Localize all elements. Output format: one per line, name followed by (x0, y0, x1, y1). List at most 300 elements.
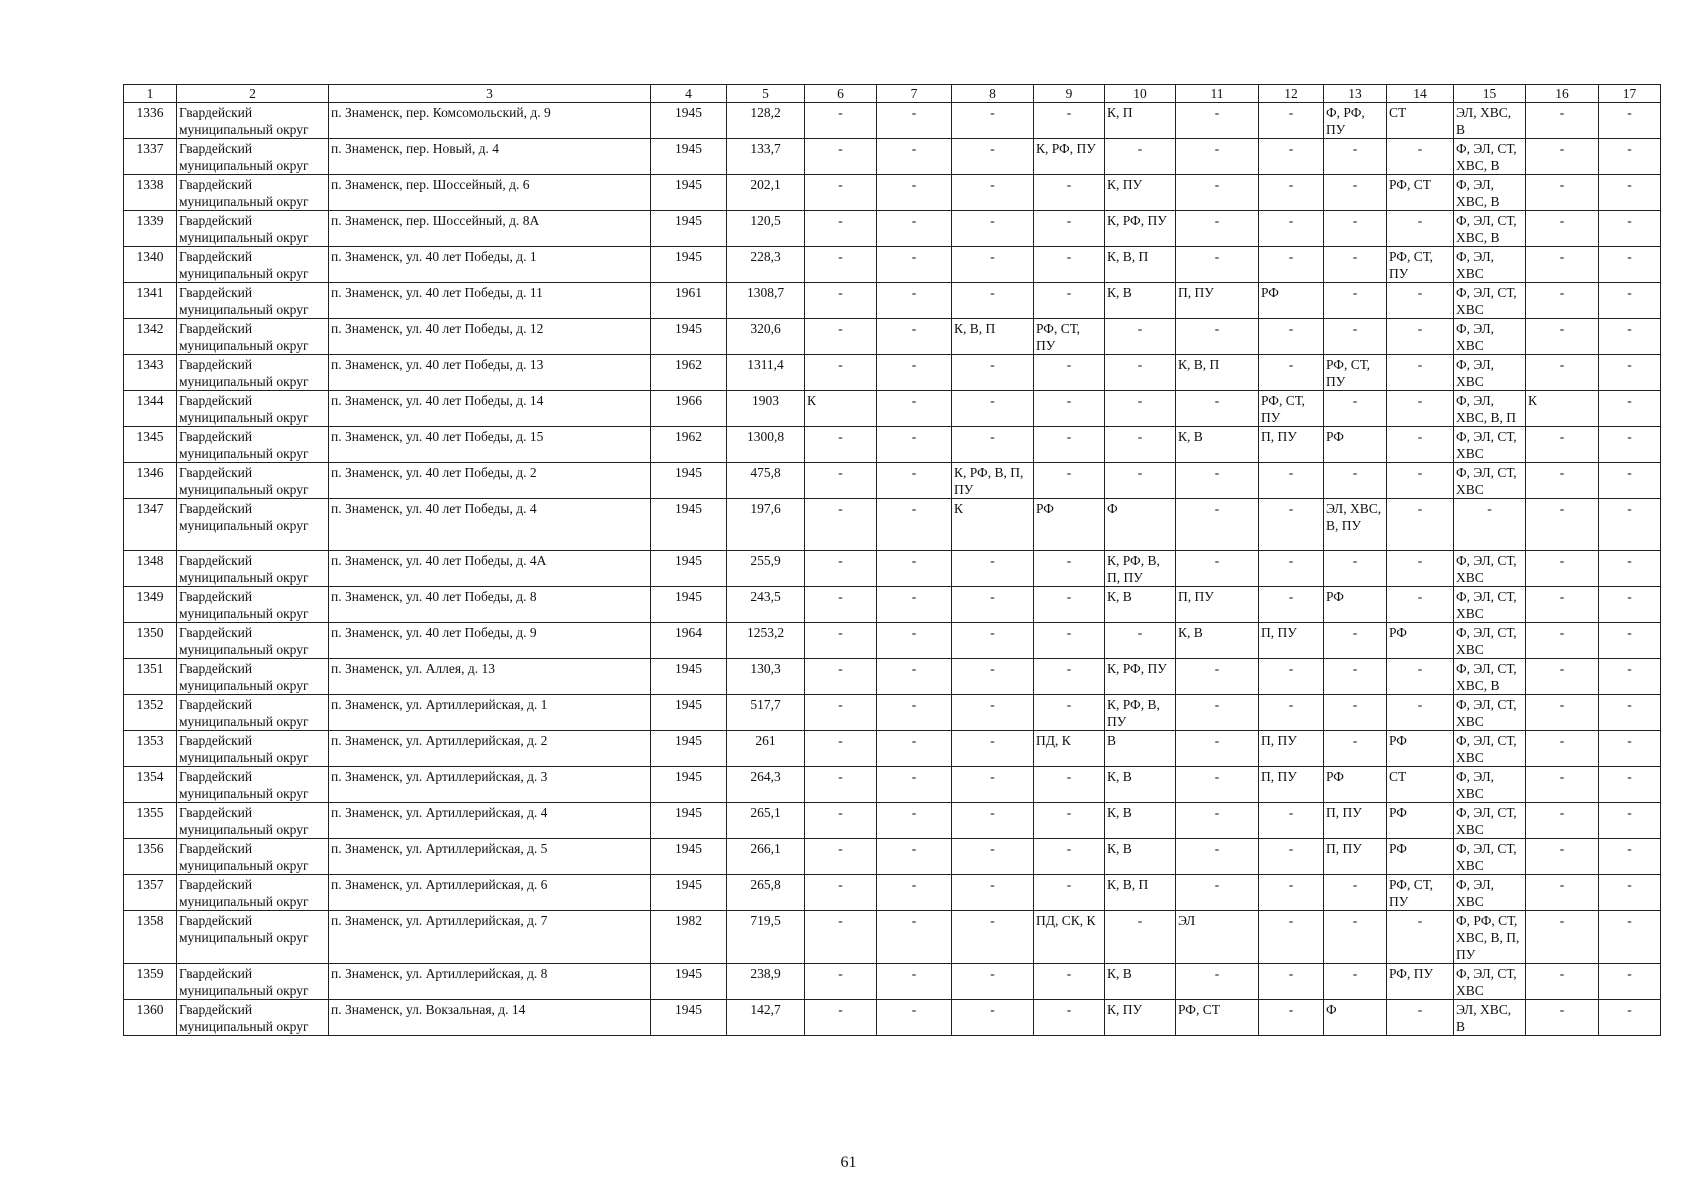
table-cell: п. Знаменск, пер. Шоссейный, д. 6 (329, 175, 651, 211)
table-cell: - (805, 319, 877, 355)
table-cell: - (1526, 803, 1599, 839)
table-cell: - (877, 1000, 952, 1036)
table-cell: - (1259, 463, 1324, 499)
table-cell: - (952, 659, 1034, 695)
table-cell: - (1599, 319, 1661, 355)
column-number: 8 (952, 85, 1034, 103)
table-cell: - (1526, 499, 1599, 551)
table-cell: 128,2 (727, 103, 805, 139)
table-cell: - (1259, 803, 1324, 839)
table-cell: Ф, ЭЛ, ХВС, В (1454, 175, 1526, 211)
table-cell: 1355 (124, 803, 177, 839)
table-cell: - (805, 623, 877, 659)
table-cell: 1357 (124, 875, 177, 911)
table-cell: 130,3 (727, 659, 805, 695)
table-cell: 1945 (651, 767, 727, 803)
table-cell: К, РФ, В, ПУ (1105, 695, 1176, 731)
table-cell: - (1324, 659, 1387, 695)
table-cell: ПД, К (1034, 731, 1105, 767)
table-cell: 1348 (124, 551, 177, 587)
table-cell: 1341 (124, 283, 177, 319)
table-cell: - (877, 499, 952, 551)
table-cell: - (1599, 767, 1661, 803)
table-cell: 133,7 (727, 139, 805, 175)
table-cell: РФ, СТ (1387, 175, 1454, 211)
table-cell: К, В, П (1176, 355, 1259, 391)
table-cell: Ф (1324, 1000, 1387, 1036)
table-cell: Ф, ЭЛ, СТ, ХВС (1454, 283, 1526, 319)
table-cell: - (805, 355, 877, 391)
table-cell: Гвардейский муниципальный округ (177, 391, 329, 427)
column-number: 7 (877, 85, 952, 103)
table-cell: Ф, ЭЛ, СТ, ХВС, В (1454, 211, 1526, 247)
table-cell: Ф (1105, 499, 1176, 551)
table-cell: Гвардейский муниципальный округ (177, 283, 329, 319)
table-cell: 1356 (124, 839, 177, 875)
table-cell: - (1034, 175, 1105, 211)
table-cell: РФ (1324, 767, 1387, 803)
table-cell: - (877, 623, 952, 659)
table-cell: п. Знаменск, пер. Комсомольский, д. 9 (329, 103, 651, 139)
table-cell: К, В (1105, 839, 1176, 875)
table-cell: - (1387, 427, 1454, 463)
table-cell: п. Знаменск, ул. 40 лет Победы, д. 2 (329, 463, 651, 499)
table-cell: - (1526, 103, 1599, 139)
table-cell: К, В (1105, 587, 1176, 623)
table-cell: 1354 (124, 767, 177, 803)
table-row (124, 695, 1661, 731)
table-cell: Ф, ЭЛ, СТ, ХВС (1454, 695, 1526, 731)
table-cell: К, ПУ (1105, 175, 1176, 211)
table-cell: - (1259, 695, 1324, 731)
table-row (124, 139, 1661, 175)
table-cell: - (1324, 463, 1387, 499)
table-cell: К, РФ, В, П, ПУ (952, 463, 1034, 499)
table-row (124, 839, 1661, 875)
table-cell: 142,7 (727, 1000, 805, 1036)
table-cell: Гвардейский муниципальный округ (177, 964, 329, 1000)
table-row (124, 875, 1661, 911)
table-cell: П, ПУ (1176, 587, 1259, 623)
table-cell: - (1259, 875, 1324, 911)
table-cell: П, ПУ (1259, 767, 1324, 803)
table-cell: 719,5 (727, 911, 805, 964)
table-cell: Гвардейский муниципальный округ (177, 767, 329, 803)
table-cell: - (1387, 211, 1454, 247)
table-cell: - (952, 211, 1034, 247)
table-cell: - (1324, 695, 1387, 731)
table-cell: 1945 (651, 695, 727, 731)
table-cell: Гвардейский муниципальный округ (177, 911, 329, 964)
table-cell: - (1105, 355, 1176, 391)
table-cell: 1964 (651, 623, 727, 659)
table-cell: - (877, 551, 952, 587)
table-cell: - (1259, 211, 1324, 247)
table-cell: Гвардейский муниципальный округ (177, 659, 329, 695)
table-cell: - (877, 247, 952, 283)
table-cell: К, РФ, ПУ (1105, 659, 1176, 695)
table-cell: 120,5 (727, 211, 805, 247)
table-cell: 1903 (727, 391, 805, 427)
table-cell: П, ПУ (1324, 803, 1387, 839)
table-cell: - (877, 391, 952, 427)
table-cell: - (1324, 319, 1387, 355)
table-cell: - (1034, 551, 1105, 587)
table-cell: 265,1 (727, 803, 805, 839)
table-cell: СТ (1387, 767, 1454, 803)
column-number: 13 (1324, 85, 1387, 103)
table-cell: - (1034, 355, 1105, 391)
table-cell: - (1526, 839, 1599, 875)
table-cell: п. Знаменск, ул. 40 лет Победы, д. 4А (329, 551, 651, 587)
column-number: 1 (124, 85, 177, 103)
table-cell: - (1034, 103, 1105, 139)
table-cell: 265,8 (727, 875, 805, 911)
table-cell: - (1599, 964, 1661, 1000)
table-cell: - (1599, 103, 1661, 139)
table-cell: - (952, 695, 1034, 731)
table-cell: - (952, 587, 1034, 623)
table-cell: - (877, 695, 952, 731)
table-cell: п. Знаменск, ул. Артиллерийская, д. 2 (329, 731, 651, 767)
table-cell: Ф, ЭЛ, ХВС (1454, 247, 1526, 283)
table-cell: - (1526, 659, 1599, 695)
table-cell: - (1324, 139, 1387, 175)
table-cell: 1358 (124, 911, 177, 964)
table-cell: 1342 (124, 319, 177, 355)
table-cell: - (805, 695, 877, 731)
table-row (124, 1000, 1661, 1036)
table-cell: - (1599, 731, 1661, 767)
table-cell: - (1387, 551, 1454, 587)
table-cell: - (1387, 499, 1454, 551)
table-cell: п. Знаменск, ул. Вокзальная, д. 14 (329, 1000, 651, 1036)
table-row (124, 964, 1661, 1000)
table-cell: - (1105, 427, 1176, 463)
table-cell: - (1034, 463, 1105, 499)
table-cell: п. Знаменск, ул. 40 лет Победы, д. 9 (329, 623, 651, 659)
table-cell: - (1526, 695, 1599, 731)
table-cell: - (952, 803, 1034, 839)
registry-table (123, 84, 1661, 1036)
table-cell: - (1599, 875, 1661, 911)
table-row (124, 499, 1661, 551)
table-cell: Ф, ЭЛ, СТ, ХВС (1454, 463, 1526, 499)
table-cell: - (1176, 139, 1259, 175)
table-cell: - (1034, 767, 1105, 803)
table-cell: 1359 (124, 964, 177, 1000)
table-cell: - (1034, 587, 1105, 623)
table-cell: - (805, 427, 877, 463)
table-cell: - (1034, 427, 1105, 463)
table-cell: - (1387, 659, 1454, 695)
table-cell: П, ПУ (1259, 623, 1324, 659)
table-cell: п. Знаменск, ул. Артиллерийская, д. 6 (329, 875, 651, 911)
table-cell: Гвардейский муниципальный округ (177, 103, 329, 139)
table-cell: - (1599, 427, 1661, 463)
table-cell: - (1599, 355, 1661, 391)
table-cell: - (1599, 499, 1661, 551)
table-cell: 1945 (651, 211, 727, 247)
table-cell: - (952, 767, 1034, 803)
table-cell: - (805, 659, 877, 695)
table-row (124, 463, 1661, 499)
table-cell: - (1526, 551, 1599, 587)
table-cell: 1337 (124, 139, 177, 175)
column-number: 14 (1387, 85, 1454, 103)
table-cell: 1982 (651, 911, 727, 964)
column-number: 2 (177, 85, 329, 103)
table-cell: К (805, 391, 877, 427)
table-cell: Гвардейский муниципальный округ (177, 875, 329, 911)
table-row (124, 427, 1661, 463)
table-cell: ЭЛ, ХВС, В, ПУ (1324, 499, 1387, 551)
table-cell: - (877, 731, 952, 767)
table-cell: К, В, П (952, 319, 1034, 355)
table-cell: - (1034, 211, 1105, 247)
table-cell: - (1526, 175, 1599, 211)
table-cell: - (805, 1000, 877, 1036)
table-cell: 1945 (651, 499, 727, 551)
table-cell: - (1387, 1000, 1454, 1036)
table-cell: 1945 (651, 875, 727, 911)
table-row (124, 623, 1661, 659)
table-cell: - (1176, 551, 1259, 587)
table-cell: К, В (1105, 767, 1176, 803)
table-row (124, 803, 1661, 839)
table-cell: - (1599, 1000, 1661, 1036)
table-cell: РФ (1387, 839, 1454, 875)
table-cell: 1945 (651, 659, 727, 695)
table-cell: 202,1 (727, 175, 805, 211)
table-cell: Ф, РФ, ПУ (1324, 103, 1387, 139)
table-cell: - (1034, 875, 1105, 911)
table-cell: - (805, 139, 877, 175)
table-cell: - (1034, 283, 1105, 319)
table-cell: - (1526, 964, 1599, 1000)
table-cell: 1945 (651, 1000, 727, 1036)
table-cell: - (1259, 499, 1324, 551)
table-cell: - (1105, 463, 1176, 499)
table-cell: - (877, 355, 952, 391)
table-cell: - (1526, 1000, 1599, 1036)
table-cell: В (1105, 731, 1176, 767)
table-cell: 475,8 (727, 463, 805, 499)
table-cell: - (1034, 391, 1105, 427)
table-cell: - (1599, 463, 1661, 499)
table-cell: Ф, ЭЛ, СТ, ХВС (1454, 551, 1526, 587)
table-cell: РФ (1034, 499, 1105, 551)
column-number: 9 (1034, 85, 1105, 103)
table-cell: - (1259, 587, 1324, 623)
table-cell: ЭЛ, ХВС, В (1454, 103, 1526, 139)
table-cell: ЭЛ (1176, 911, 1259, 964)
table-cell: Гвардейский муниципальный округ (177, 139, 329, 175)
table-cell: РФ, ПУ (1387, 964, 1454, 1000)
table-cell: Ф, ЭЛ, СТ, ХВС (1454, 839, 1526, 875)
table-cell: - (1034, 1000, 1105, 1036)
table-cell: - (1105, 139, 1176, 175)
table-cell: - (1176, 767, 1259, 803)
table-cell: К, РФ, В, П, ПУ (1105, 551, 1176, 587)
table-cell: - (1324, 283, 1387, 319)
table-cell: - (877, 463, 952, 499)
table-cell: - (805, 499, 877, 551)
table-cell: - (1387, 283, 1454, 319)
column-number: 6 (805, 85, 877, 103)
table-cell: - (1176, 175, 1259, 211)
table-cell: п. Знаменск, ул. Аллея, д. 13 (329, 659, 651, 695)
table-cell: РФ (1387, 623, 1454, 659)
table-cell: - (952, 911, 1034, 964)
table-cell: - (1105, 319, 1176, 355)
table-row (124, 767, 1661, 803)
table-cell: 197,6 (727, 499, 805, 551)
table-cell: К, В (1176, 427, 1259, 463)
table-cell: - (1324, 731, 1387, 767)
table-cell: 1300,8 (727, 427, 805, 463)
table-cell: - (1526, 767, 1599, 803)
table-cell: 1945 (651, 139, 727, 175)
table-cell: - (1526, 623, 1599, 659)
table-cell: - (1176, 839, 1259, 875)
column-number: 16 (1526, 85, 1599, 103)
table-cell: п. Знаменск, ул. 40 лет Победы, д. 1 (329, 247, 651, 283)
table-cell: - (1526, 875, 1599, 911)
table-cell: 320,6 (727, 319, 805, 355)
table-row (124, 355, 1661, 391)
table-cell: Гвардейский муниципальный округ (177, 175, 329, 211)
table-cell: - (1387, 587, 1454, 623)
table-cell: - (805, 551, 877, 587)
table-cell: - (805, 211, 877, 247)
table-cell: 1311,4 (727, 355, 805, 391)
table-cell: п. Знаменск, ул. Артиллерийская, д. 1 (329, 695, 651, 731)
table-cell: - (1599, 803, 1661, 839)
table-cell: - (1324, 964, 1387, 1000)
table-cell: П, ПУ (1259, 427, 1324, 463)
table-cell: К, В (1105, 803, 1176, 839)
table-row (124, 319, 1661, 355)
table-cell: Гвардейский муниципальный округ (177, 463, 329, 499)
table-cell: - (1387, 463, 1454, 499)
table-cell: - (877, 839, 952, 875)
table-cell: - (805, 175, 877, 211)
table-cell: п. Знаменск, ул. Артиллерийская, д. 3 (329, 767, 651, 803)
table-cell: 1345 (124, 427, 177, 463)
table-cell: 1945 (651, 175, 727, 211)
table-cell: Гвардейский муниципальный округ (177, 731, 329, 767)
table-cell: - (1176, 731, 1259, 767)
table-cell: 1962 (651, 355, 727, 391)
table-cell: - (877, 659, 952, 695)
table-cell: РФ (1387, 731, 1454, 767)
table-cell: - (1324, 247, 1387, 283)
column-number: 11 (1176, 85, 1259, 103)
table-cell: РФ, СТ (1176, 1000, 1259, 1036)
table-cell: РФ (1387, 803, 1454, 839)
table-cell: - (952, 247, 1034, 283)
table-cell: Гвардейский муниципальный округ (177, 551, 329, 587)
table-cell: 1346 (124, 463, 177, 499)
table-cell: п. Знаменск, ул. Артиллерийская, д. 5 (329, 839, 651, 875)
table-cell: К, РФ, ПУ (1105, 211, 1176, 247)
table-cell: - (1387, 911, 1454, 964)
table-cell: - (952, 427, 1034, 463)
table-cell: - (1259, 1000, 1324, 1036)
table-cell: - (1105, 623, 1176, 659)
table-cell: - (805, 767, 877, 803)
table-row (124, 283, 1661, 319)
table-cell: Гвардейский муниципальный округ (177, 587, 329, 623)
table-cell: - (877, 911, 952, 964)
column-number: 12 (1259, 85, 1324, 103)
table-cell: Гвардейский муниципальный округ (177, 803, 329, 839)
table-cell: - (952, 623, 1034, 659)
table-cell: п. Знаменск, ул. 40 лет Победы, д. 8 (329, 587, 651, 623)
table-cell: 517,7 (727, 695, 805, 731)
table-cell: - (877, 103, 952, 139)
table-cell: - (877, 875, 952, 911)
table-cell: РФ (1324, 587, 1387, 623)
table-cell: - (1034, 247, 1105, 283)
table-cell: п. Знаменск, ул. 40 лет Победы, д. 13 (329, 355, 651, 391)
table-cell: - (1324, 175, 1387, 211)
table-cell: К, В (1105, 283, 1176, 319)
table-cell: Гвардейский муниципальный округ (177, 211, 329, 247)
table-row (124, 587, 1661, 623)
table-cell: Ф, ЭЛ, СТ, ХВС (1454, 623, 1526, 659)
table-cell: - (1387, 695, 1454, 731)
table-cell: 1351 (124, 659, 177, 695)
table-cell: - (805, 731, 877, 767)
table-cell: - (1259, 319, 1324, 355)
table-cell: - (1599, 283, 1661, 319)
table-cell: К (1526, 391, 1599, 427)
table-cell: - (805, 911, 877, 964)
table-cell: - (1105, 391, 1176, 427)
table-cell: К, В, П (1105, 247, 1176, 283)
table-cell: - (952, 355, 1034, 391)
table-cell: - (952, 839, 1034, 875)
table-cell: Гвардейский муниципальный округ (177, 695, 329, 731)
table-cell: 1945 (651, 587, 727, 623)
table-cell: 1966 (651, 391, 727, 427)
table-cell: 1350 (124, 623, 177, 659)
table-row (124, 211, 1661, 247)
table-cell: Ф, ЭЛ, СТ, ХВС (1454, 427, 1526, 463)
table-cell: - (1176, 391, 1259, 427)
table-cell: - (1599, 551, 1661, 587)
table-cell: - (805, 964, 877, 1000)
table-cell: К, В (1105, 964, 1176, 1000)
table-cell: К, В (1176, 623, 1259, 659)
table-cell: Гвардейский муниципальный округ (177, 839, 329, 875)
table-cell: - (1599, 839, 1661, 875)
table-cell: - (1034, 964, 1105, 1000)
table-cell: П, ПУ (1324, 839, 1387, 875)
table-cell: 261 (727, 731, 805, 767)
table-cell: 1945 (651, 964, 727, 1000)
table-cell: - (1176, 463, 1259, 499)
table-cell: 1945 (651, 247, 727, 283)
table-cell: 1353 (124, 731, 177, 767)
table-cell: К, ПУ (1105, 1000, 1176, 1036)
table-cell: - (1259, 247, 1324, 283)
table-cell: п. Знаменск, ул. 40 лет Победы, д. 4 (329, 499, 651, 551)
table-cell: - (1034, 659, 1105, 695)
table-cell: - (805, 875, 877, 911)
